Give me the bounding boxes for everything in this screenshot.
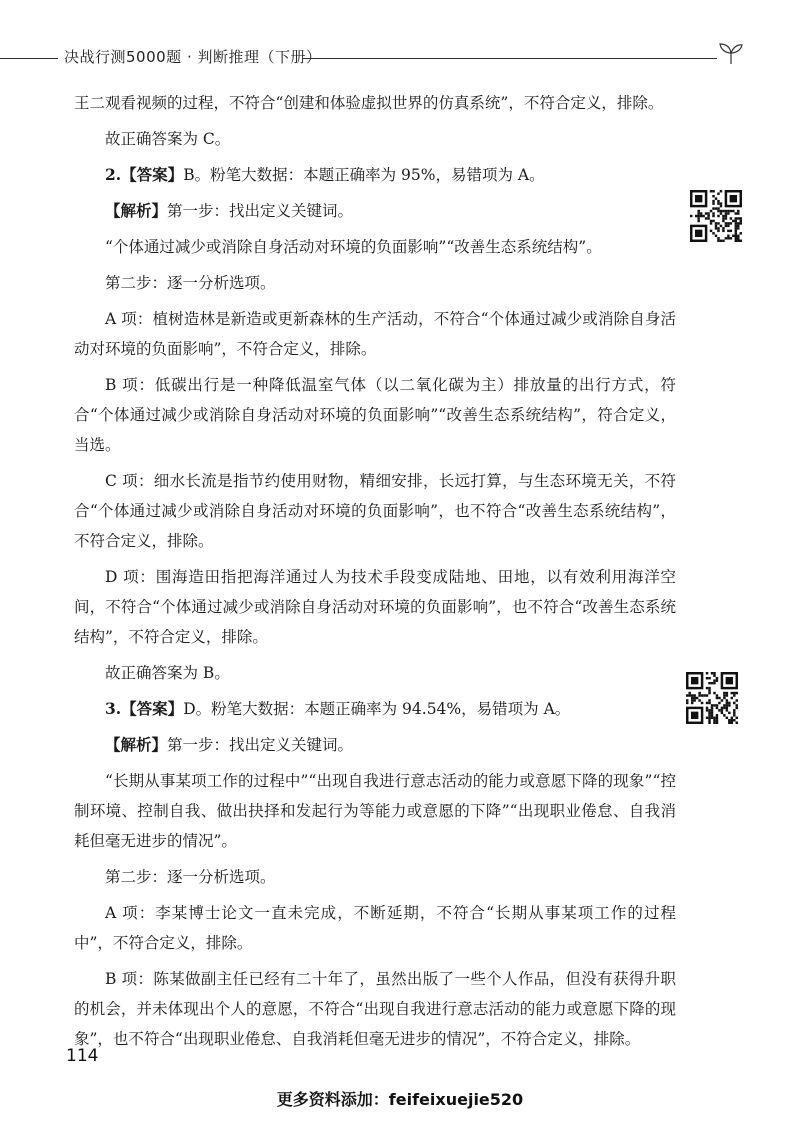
qr-code-icon[interactable]	[686, 672, 738, 724]
paragraph-text: B 项：低碳出行是一种降低温室气体（以二氧化碳为主）排放量的出行方式，符合“个体通过减少或消除自身活动对环境的负面影响”“改善生态系统结构”，符合定义，当选。	[74, 376, 676, 454]
header-rule-right	[302, 58, 717, 59]
paragraph	[74, 370, 676, 460]
paragraph	[74, 160, 676, 190]
paragraph	[74, 730, 676, 760]
paragraph-text: 第一步：找出定义关键词。	[167, 202, 354, 220]
paragraph	[74, 304, 676, 364]
paragraph	[74, 562, 676, 652]
paragraph-text: 第二步：逐一分析选项。	[105, 274, 276, 292]
paragraph	[74, 88, 676, 118]
paragraph	[74, 964, 676, 1054]
answer-explanation-body	[74, 88, 676, 1060]
paragraph	[74, 268, 676, 298]
section-tag: 2.【答案】	[105, 165, 184, 184]
paragraph-text: 故正确答案为 B。	[105, 664, 230, 682]
paragraph-text: A 项：植树造林是新造或更新森林的生产活动，不符合“个体通过减少或消除自身活动对环境的负面影响”，不符合定义，排除。	[74, 310, 676, 358]
paragraph	[74, 466, 676, 556]
paragraph	[74, 196, 676, 226]
paragraph	[74, 862, 676, 892]
paragraph	[74, 124, 676, 154]
section-tag: 【解析】	[105, 735, 168, 754]
page-number: 114	[66, 1046, 99, 1066]
paragraph-text: B 项：陈某做副主任已经有二十年了，虽然出版了一些个人作品，但没有获得升职的机会，并未体现出个人的意愿，不符合“出现自我进行意志活动的能力或意愿下降的现象”，也不符合“出现职业倦怠、自我消耗但毫无进步的情况”，不符合定义，排除。	[74, 970, 676, 1048]
paragraph	[74, 766, 676, 856]
paragraph-text: “长期从事某项工作的过程中”“出现自我进行意志活动的能力或意愿下降的现象”“控制环境、控制自我、做出抉择和发起行为等能力或意愿的下降”“出现职业倦怠、自我消耗但毫无进步的情况”。	[74, 772, 676, 850]
paragraph-text: C 项：细水长流是指节约使用财物，精细安排，长远打算，与生态环境无关，不符合“个体通过减少或消除自身活动对环境的负面影响”，也不符合“改善生态系统结构”，不符合定义，排除。	[74, 472, 676, 550]
paragraph	[74, 232, 676, 262]
qr-code-icon[interactable]	[690, 190, 742, 242]
paragraph-text: “个体通过减少或消除自身活动对环境的负面影响”“改善生态系统结构”。	[105, 238, 602, 256]
paragraph	[74, 658, 676, 688]
section-tag: 【解析】	[105, 201, 168, 220]
paragraph	[74, 694, 676, 724]
paragraph-text: D。粉笔大数据：本题正确率为 94.54%，易错项为 A。	[183, 700, 571, 718]
running-header	[0, 40, 800, 70]
paragraph-text: 故正确答案为 C。	[105, 130, 231, 148]
paragraph-text: B。粉笔大数据：本题正确率为 95%，易错项为 A。	[183, 166, 545, 184]
footer-note: 更多资料添加：feifeixuejie520	[276, 1090, 524, 1109]
header-rule-left	[0, 58, 58, 59]
sprout-icon	[718, 40, 744, 66]
paragraph-text: D 项：围海造田指把海洋通过人为技术手段变成陆地、田地，以有效利用海洋空间，不符合“个体通过减少或消除自身活动对环境的负面影响”，也不符合“改善生态系统结构”，不符合定义，排除。	[74, 568, 676, 646]
book-title: 决战行测5000题 · 判断推理（下册）	[64, 48, 322, 66]
paragraph-text: 第一步：找出定义关键词。	[167, 736, 354, 754]
paragraph-text: A 项：李某博士论文一直未完成，不断延期，不符合“长期从事某项工作的过程中”，不符合定义，排除。	[74, 904, 676, 952]
section-tag: 3.【答案】	[105, 699, 184, 718]
paragraph-text: 王二观看视频的过程，不符合“创建和体验虚拟世界的仿真系统”，不符合定义，排除。	[74, 94, 664, 112]
paragraph	[74, 898, 676, 958]
paragraph-text: 第二步：逐一分析选项。	[105, 868, 276, 886]
